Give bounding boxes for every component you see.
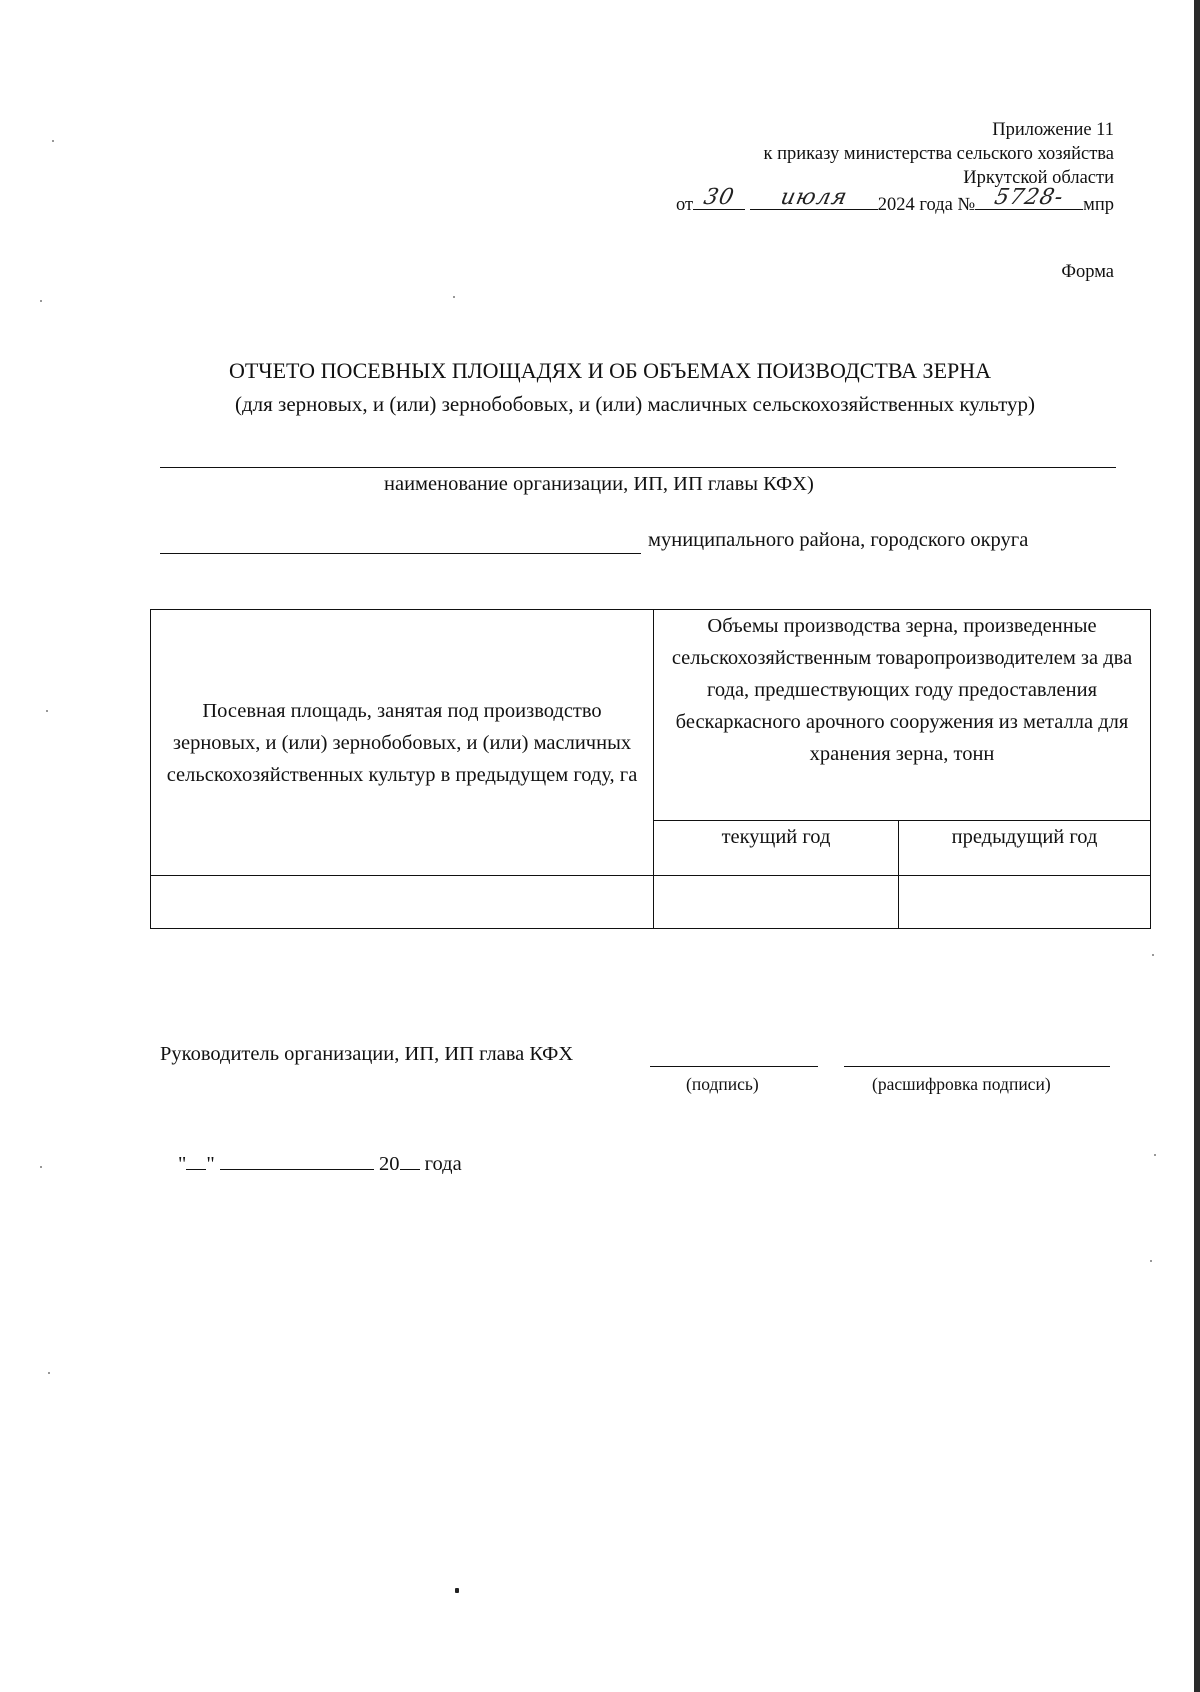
order-suffix: мпр <box>1083 195 1114 215</box>
scan-speck <box>1152 954 1154 956</box>
date-line <box>178 1151 462 1176</box>
order-day: 30 <box>701 185 737 210</box>
scan-speck <box>1154 1154 1156 1156</box>
header-previous-year: предыдущий год <box>899 820 1151 875</box>
scan-speck <box>40 300 42 302</box>
signature-decode-field[interactable] <box>844 1066 1110 1067</box>
signature-decode-hint: (расшифровка подписи) <box>872 1074 1051 1094</box>
signatory-label: Руководитель организации, ИП, ИП глава КФХ <box>160 1043 574 1065</box>
table-header-row <box>151 610 1151 821</box>
date-quote-close: " <box>206 1153 215 1175</box>
order-day-field <box>693 185 745 210</box>
order-year: 2024 года № <box>877 195 976 215</box>
scan-speck <box>48 1372 50 1374</box>
appendix-region: Иркутской области <box>963 168 1114 188</box>
report-table <box>150 609 1151 929</box>
org-name-caption: наименование организации, ИП, ИП главы КФХ) <box>384 473 814 495</box>
date-month-field[interactable] <box>220 1151 374 1170</box>
date-day-field[interactable] <box>186 1151 206 1170</box>
org-name-field[interactable] <box>160 467 1116 468</box>
scan-speck <box>52 140 54 142</box>
appendix-order-ref: к приказу министерства сельского хозяйства <box>763 144 1114 164</box>
signature-hint: (подпись) <box>686 1074 759 1094</box>
scan-speck <box>453 296 455 298</box>
scan-speck <box>1150 1260 1152 1262</box>
date-year-suffix: года <box>424 1153 462 1175</box>
cell-current-year[interactable] <box>654 876 899 929</box>
cell-sown-area[interactable] <box>151 876 654 929</box>
appendix-block <box>676 118 1114 217</box>
date-year-prefix: 20 <box>379 1153 400 1175</box>
scan-speck <box>46 710 48 712</box>
scan-speck <box>455 1588 459 1593</box>
appendix-title: Приложение 11 <box>992 120 1114 140</box>
report-title: ОТЧЕТО ПОСЕВНЫХ ПЛОЩАДЯХ И ОБ ОБЪЕМАХ ПОИЗВОДСТВА ЗЕРНА <box>228 358 992 383</box>
report-subtitle: (для зерновых, и (или) зернобобовых, и (или) масличных сельскохозяйственных культур) <box>234 392 1036 416</box>
district-field[interactable] <box>160 553 641 554</box>
table-row <box>151 876 1151 929</box>
cell-previous-year[interactable] <box>899 876 1151 929</box>
form-label: Форма <box>1061 262 1114 282</box>
district-caption: муниципального района, городского округа <box>648 529 1029 551</box>
signature-field[interactable] <box>650 1066 818 1067</box>
order-number: 5728- <box>992 185 1067 210</box>
scan-edge <box>1194 0 1200 1692</box>
header-grain-volume: Объемы производства зерна, произведенные сельскохозяйственным товаропроизводителем за два года, предшествующих году предоставления бескаркасного арочного сооружения из металла для хранения зерна, тонн <box>654 610 1151 821</box>
order-line <box>676 185 1114 217</box>
order-number-field <box>975 185 1083 210</box>
scan-speck <box>40 1166 42 1168</box>
order-month: июля <box>778 185 850 210</box>
header-sown-area: Посевная площадь, занятая под производство зерновых, и (или) зернобобовых, и (или) масличных сельскохозяйственных культур в предыдущем году, га <box>151 610 654 876</box>
date-quote-open: " <box>178 1153 187 1175</box>
order-prefix: от <box>676 195 694 215</box>
date-year-field[interactable] <box>400 1151 420 1170</box>
order-month-field <box>750 185 878 210</box>
header-current-year: текущий год <box>654 820 899 875</box>
